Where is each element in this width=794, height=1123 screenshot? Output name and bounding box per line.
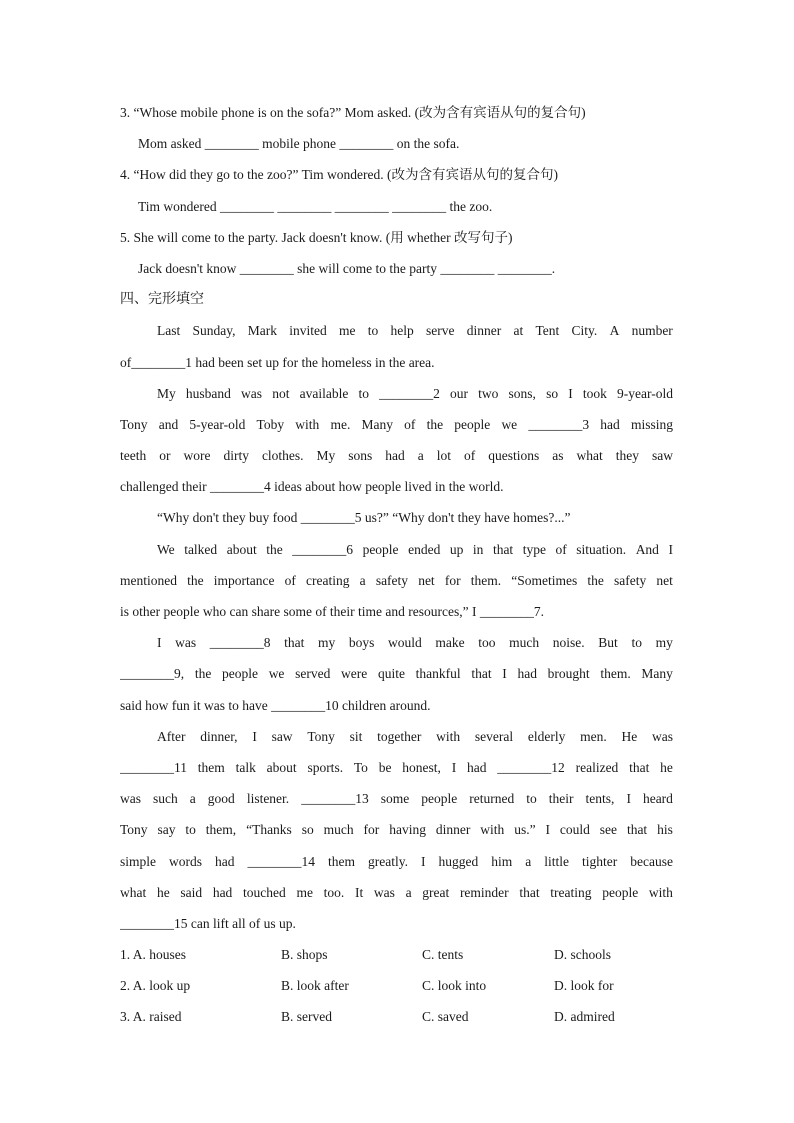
rewrite-question-5: 5. She will come to the party. Jack doesn't know. (用 whether 改写句子) <box>120 229 513 245</box>
option-1d: D. schools <box>554 947 611 963</box>
option-3a: 3. A. raised <box>120 1009 182 1025</box>
option-1c: C. tents <box>422 947 464 963</box>
option-2c: C. look into <box>422 978 487 994</box>
rewrite-answer-3: Mom asked ________ mobile phone ________ on the sofa. <box>138 136 460 152</box>
option-1b: B. shops <box>281 947 328 963</box>
section-title: 四、完形填空 <box>120 291 204 308</box>
passage-line: ________9, the people we served were quite thankful that I had brought them. Many <box>120 666 673 682</box>
options-row-1 <box>120 942 673 973</box>
passage-line: said how fun it was to have ________10 children around. <box>120 697 431 713</box>
passage-line: teeth or wore dirty clothes. My sons had a lot of questions as what they saw <box>120 448 673 464</box>
option-3c: C. saved <box>422 1009 469 1025</box>
passage-line: of________1 had been set up for the homeless in the area. <box>120 354 435 370</box>
passage-line: We talked about the ________6 people ended up in that type of situation. And I <box>157 541 673 557</box>
passage-line: mentioned the importance of creating a safety net for them. “Sometimes the safety net <box>120 572 673 588</box>
rewrite-question-4: 4. “How did they go to the zoo?” Tim wondered. (改为含有宾语从句的复合句) <box>120 167 558 183</box>
passage-line: After dinner, I saw Tony sit together with several elderly men. He was <box>157 728 673 744</box>
passage-line: is other people who can share some of their time and resources,” I ________7. <box>120 604 544 619</box>
passage-line: ________11 them talk about sports. To be honest, I had ________12 realized that he <box>120 759 673 775</box>
passage-line: Last Sunday, Mark invited me to help serve dinner at Tent City. A number <box>157 323 673 339</box>
rewrite-question-3: 3. “Whose mobile phone is on the sofa?” Mom asked. (改为含有宾语从句的复合句) <box>120 105 586 120</box>
option-2d: D. look for <box>554 978 614 994</box>
option-3b: B. served <box>281 1009 332 1025</box>
worksheet-page <box>120 100 673 1036</box>
passage-line: was such a good listener. ________13 some people returned to their tents, I heard <box>120 791 673 807</box>
option-1a: 1. A. houses <box>120 947 187 963</box>
passage-line: My husband was not available to ________2 our two sons, so I took 9-year-old <box>157 385 673 401</box>
rewrite-answer-5: Jack doesn't know ________ she will come to the party ________ ________. <box>138 260 556 276</box>
passage-line: challenged their ________4 ideas about how people lived in the world. <box>120 479 504 495</box>
options-row-2 <box>120 973 673 1004</box>
passage-line: Tony and 5-year-old Toby with me. Many of the people we ________3 had missing <box>120 416 673 432</box>
option-2a: 2. A. look up <box>120 978 191 994</box>
passage-line: what he said had touched me too. It was a great reminder that treating people with <box>120 884 673 900</box>
passage-line: Tony say to them, “Thanks so much for having dinner with us.” I could see that his <box>120 822 673 838</box>
passage-line: “Why don't they buy food ________5 us?” “Why don't they have homes?...” <box>157 510 571 526</box>
option-2b: B. look after <box>281 978 349 994</box>
passage-line: ________15 can lift all of us up. <box>120 915 296 931</box>
rewrite-answer-4: Tim wondered ________ ________ ________ ________ the zoo. <box>138 198 493 214</box>
passage-line: I was ________8 that my boys would make too much noise. But to my <box>157 635 673 651</box>
option-3d: D. admired <box>554 1009 615 1025</box>
passage-line: simple words had ________14 them greatly. I hugged him a little tighter because <box>120 853 673 869</box>
options-row-3 <box>120 1004 673 1035</box>
